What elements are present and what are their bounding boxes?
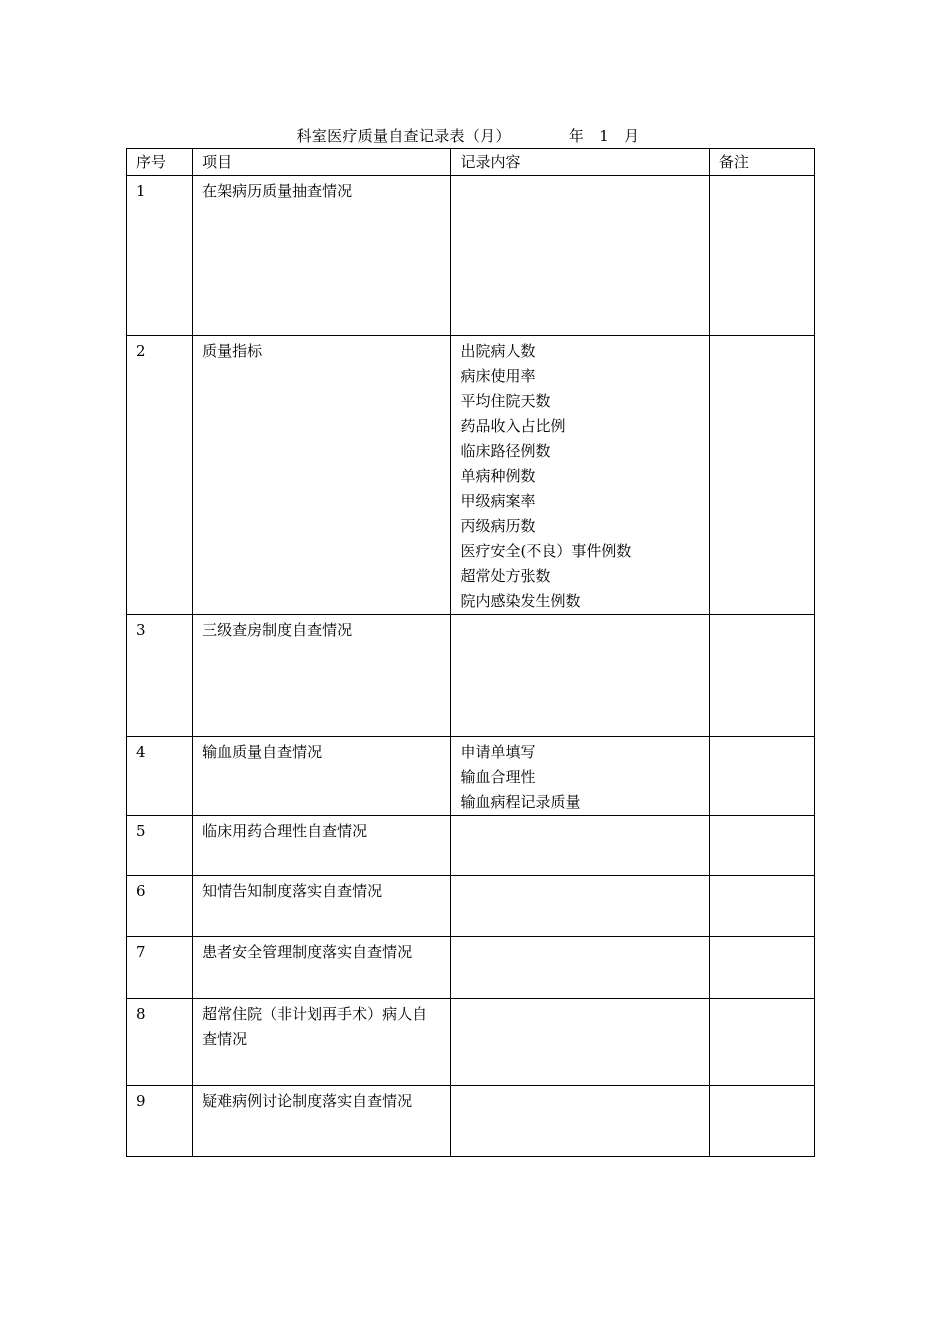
content-line: 输血病程记录质量 — [460, 793, 581, 811]
row-number-cell: 5 — [127, 816, 193, 876]
table-row — [127, 876, 815, 937]
row-note-cell — [709, 999, 814, 1086]
row-item-cell: 知情告知制度落实自查情况 — [193, 876, 451, 937]
row-note-cell — [709, 615, 814, 737]
row-item-cell: 三级查房制度自查情况 — [193, 615, 451, 737]
content-line: 单病种例数 — [460, 467, 536, 485]
row-number-cell: 2 — [127, 336, 193, 615]
row-note-cell — [709, 937, 814, 999]
header-cell-item: 项目 — [193, 149, 451, 176]
row-note-cell — [709, 176, 814, 336]
row-number-cell: 3 — [127, 615, 193, 737]
row-item-cell: 疑难病例讨论制度落实自查情况 — [193, 1086, 451, 1157]
content-line: 平均住院天数 — [460, 392, 551, 410]
year-label: 年 — [568, 127, 585, 145]
row-number-cell: 8 — [127, 999, 193, 1086]
row-contents-cell — [451, 615, 709, 737]
table-row — [127, 816, 815, 876]
row-number-cell: 7 — [127, 937, 193, 999]
year-month — [564, 125, 645, 146]
content-line: 输血合理性 — [460, 768, 536, 786]
table-row — [127, 737, 815, 816]
row-number-cell: 6 — [127, 876, 193, 937]
row-item-cell: 患者安全管理制度落实自查情况 — [193, 937, 451, 999]
content-line: 院内感染发生例数 — [460, 592, 581, 610]
row-item-cell: 在架病历质量抽查情况 — [193, 176, 451, 336]
row-contents-cell — [451, 816, 709, 876]
table-row — [127, 336, 815, 615]
content-line: 医疗安全(不良）事件例数 — [460, 542, 632, 560]
table-row — [127, 999, 815, 1086]
row-number-cell: 9 — [127, 1086, 193, 1157]
table-header-row — [127, 149, 815, 176]
table-row — [127, 615, 815, 737]
header-cell-contents: 记录内容 — [451, 149, 709, 176]
record-table — [126, 148, 815, 1157]
row-contents-cell — [451, 876, 709, 937]
row-note-cell — [709, 816, 814, 876]
page-title — [126, 125, 815, 146]
title-text: 科室医疗质量自查记录表（月） — [296, 127, 511, 145]
row-number-cell: 1 — [127, 176, 193, 336]
content-line: 病床使用率 — [460, 367, 536, 385]
table-row — [127, 176, 815, 336]
row-item-cell: 输血质量自查情况 — [193, 737, 451, 816]
row-note-cell — [709, 737, 814, 816]
table-row — [127, 937, 815, 999]
content-line: 超常处方张数 — [460, 567, 551, 585]
content-line: 出院病人数 — [460, 342, 536, 360]
table-row — [127, 1086, 815, 1157]
row-item-cell: 临床用药合理性自查情况 — [193, 816, 451, 876]
row-contents-cell — [451, 336, 709, 615]
row-item-cell: 超常住院（非计划再手术）病人自查情况 — [193, 999, 451, 1086]
row-note-cell — [709, 876, 814, 937]
row-note-cell — [709, 336, 814, 615]
row-number-cell: 4 — [127, 737, 193, 816]
row-contents-cell — [451, 1086, 709, 1157]
row-contents-cell — [451, 937, 709, 999]
month-value: 1 — [599, 127, 610, 145]
content-line: 丙级病历数 — [460, 517, 536, 535]
header-cell-note: 备注 — [709, 149, 814, 176]
content-line: 甲级病案率 — [460, 492, 536, 510]
row-contents-cell — [451, 999, 709, 1086]
row-note-cell — [709, 1086, 814, 1157]
row-contents-cell — [451, 737, 709, 816]
content-line: 申请单填写 — [460, 743, 536, 761]
content-line: 临床路径例数 — [460, 442, 551, 460]
content-line: 药品收入占比例 — [460, 417, 566, 435]
row-item-cell: 质量指标 — [193, 336, 451, 615]
month-label: 月 — [624, 127, 640, 145]
row-contents-cell — [451, 176, 709, 336]
header-cell-no: 序号 — [127, 149, 193, 176]
